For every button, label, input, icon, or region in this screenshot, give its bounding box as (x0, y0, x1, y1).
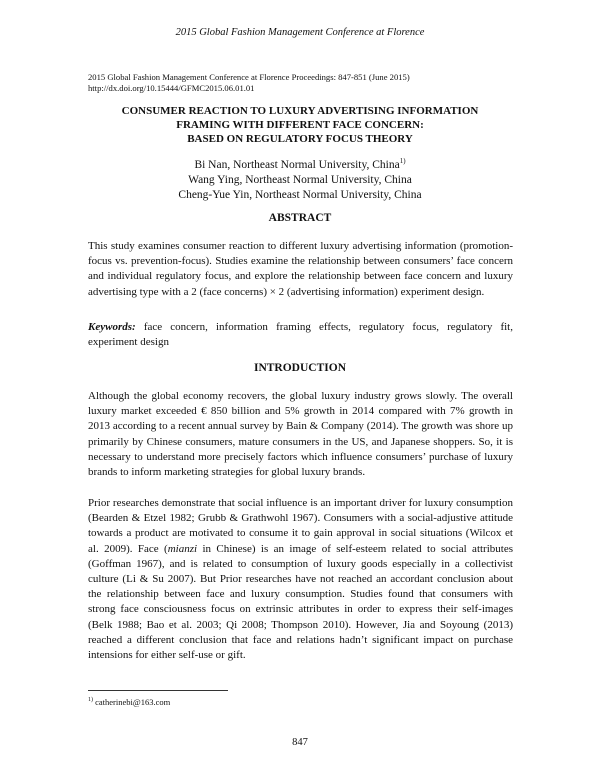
intro-italic-term: mianzi (167, 542, 198, 555)
intro-paragraph-2 (88, 496, 513, 663)
author-line: Wang Ying, Northeast Normal University, China (188, 174, 412, 186)
running-header: 2015 Global Fashion Management Conference at Florence (175, 27, 425, 38)
intro-paragraph-1: Although the global economy recovers, the global luxury industry grows slowly. The overall luxury market exceeded € 850 billion and 5% growth in 2014 compared with 7% growth in 2013 according to a recent annual survey by Bain & Company (2014). The growth was shore up primarily by Chinese consumers, mature consumers in the US, and Japanese shoppers. So, it is necessary to understand more precisely factors which influence consumers’ purchase of luxury brands to inform marketing strategies for global luxury brands. (88, 390, 513, 479)
introduction-heading: INTRODUCTION (253, 362, 346, 374)
author-line: Cheng-Yue Yin, Northeast Normal University, China (178, 189, 422, 201)
page-number: 847 (292, 737, 308, 748)
keywords-separator: : (132, 321, 136, 333)
footnote-email[interactable]: catherinebi@163.com (93, 697, 171, 707)
footnote-divider (88, 690, 228, 691)
author-list (60, 158, 540, 203)
proceedings-citation: 2015 Global Fashion Management Conference at Florence Proceedings: 847-851 (June 2015) (88, 72, 410, 82)
footnote-mark: 1) (88, 697, 93, 703)
proceedings-info (88, 72, 518, 94)
author-line (60, 158, 540, 173)
abstract-text: This study examines consumer reaction to different luxury advertising information (promotion-focus vs. prevention-focus). Studies examine the relationship between consumers’ face concern and individual regulatory focus, and explore the relationship between face concern and luxury advertising type with a 2 (face concerns) × 2 (advertising information) experiment design. (88, 240, 513, 298)
footnote (88, 697, 170, 707)
intro-text: in Chinese) is an image of self-esteem related to social attributes (Goffman 1967), and is related to consumption of luxury goods especially in a collectivist culture (Li & Su 2007). But Prior researches have not reached an accordant conclusion about the relationship between face and luxury consumption. Studies found that consumers with strong face consciousness focus on extrinsic attributes in order to express their self-images (Belk 1988; Bao et al. 2003; Qi 2008; Thompson 2010). However, Jia and Soyoung (2013) reached a different conclusion that face and relations hadn’t significant impact on purchase intensions for either self-use or gift. (88, 542, 513, 662)
keywords-label: Keywords (88, 321, 132, 333)
title-line: CONSUMER REACTION TO LUXURY ADVERTISING INFORMATION (121, 105, 479, 117)
author-name: Bi Nan, Northeast Normal University, China (194, 159, 400, 171)
keywords-text: face concern, information framing effects, regulatory focus, regulatory fit, experiment design (88, 321, 513, 349)
keywords (88, 320, 513, 350)
footnote-mark: 1) (399, 157, 406, 165)
title-line: FRAMING WITH DIFFERENT FACE CONCERN: (176, 119, 424, 131)
paper-title (60, 104, 540, 146)
abstract-heading: ABSTRACT (268, 212, 332, 224)
intro-text: Prior researches demonstrate that social influence is an important driver for luxury consumption (Bearden & Etzel 1982; Grubb & Grathwohl 1967). Consumers with a social-adjustive attitude towards a product are motivated to consume it to gain approval in social situations (Wilcox et al. 2009). Face ( (88, 497, 513, 555)
title-line: BASED ON REGULATORY FOCUS THEORY (187, 133, 413, 145)
doi-link[interactable]: http://dx.doi.org/10.15444/GFMC2015.06.01.01 (88, 83, 255, 93)
